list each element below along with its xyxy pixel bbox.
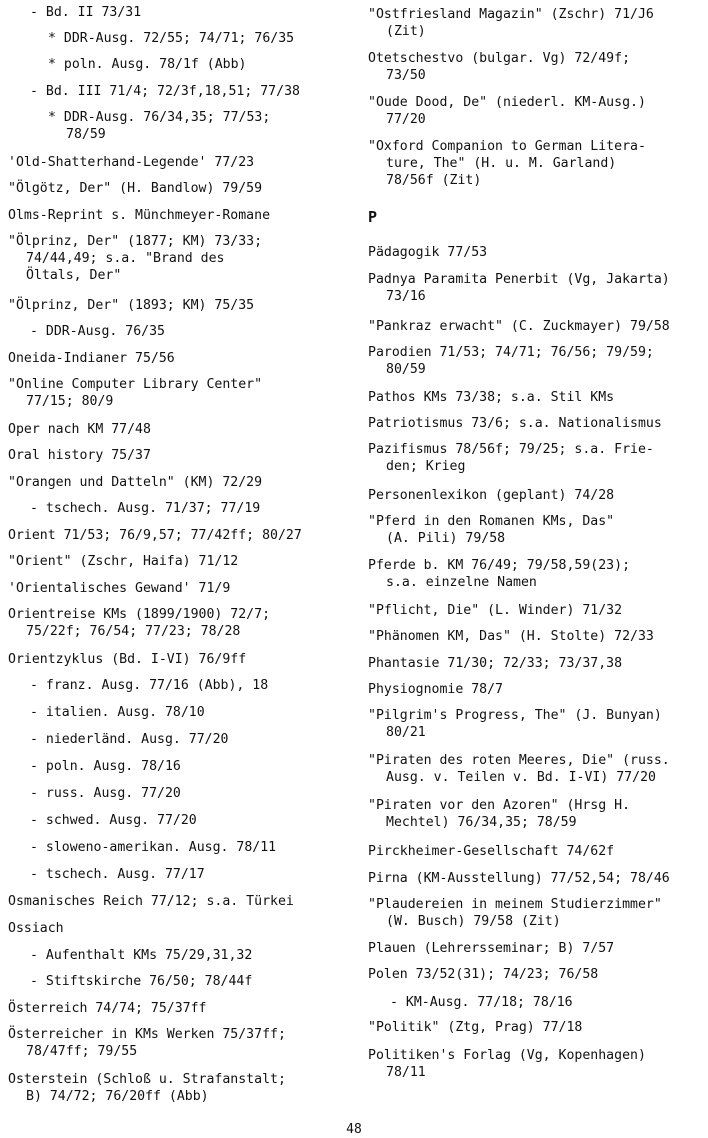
index-entry	[368, 50, 630, 84]
index-entry-line: * poln. Ausg. 78/1f (Abb)	[48, 57, 247, 72]
index-entry	[368, 557, 630, 591]
index-entry-line: 80/59	[386, 362, 426, 377]
index-entry	[8, 606, 270, 640]
index-entry	[8, 731, 229, 748]
index-entry-line: "Oxford Companion to German Litera-	[368, 139, 646, 154]
index-entry	[8, 651, 246, 668]
index-entry	[8, 447, 151, 464]
index-entry-line: Ausg. v. Teilen v. Bd. I-VI) 77/20	[386, 770, 656, 785]
index-entry-line: "Pferd in den Romanen KMs, Das"	[368, 514, 615, 529]
index-entry	[368, 797, 630, 831]
index-entry	[8, 947, 252, 964]
index-entry-line: den; Krieg	[386, 459, 466, 474]
index-entry-line: "Online Computer Library Center"	[8, 377, 263, 392]
index-entry	[368, 752, 670, 786]
index-entry-line: 75/22f; 76/54; 77/23; 78/28	[26, 624, 241, 639]
index-entry-line: "Piraten vor den Azoren" (Hrsg H.	[368, 798, 631, 813]
index-entry-line: "Pilgrim's Progress, The" (J. Bunyan)	[368, 708, 662, 723]
index-entry	[368, 513, 614, 547]
index-entry-line: Oneida-Indianer 75/56	[8, 351, 175, 366]
index-entry-line: Pazifismus 78/56f; 79/25; s.a. Frie-	[368, 442, 654, 457]
index-entry-line: Pirckheimer-Gesellschaft 74/62f	[368, 844, 615, 859]
index-entry-line: "Ölgötz, Der" (H. Bandlow) 79/59	[8, 181, 263, 196]
index-entry	[8, 83, 300, 100]
index-entry	[8, 56, 247, 73]
index-entry-line: - niederländ. Ausg. 77/20	[30, 732, 229, 747]
index-entry	[368, 1047, 646, 1081]
index-entry	[8, 154, 254, 171]
index-entry	[368, 6, 654, 40]
index-entry-line: 78/47ff; 79/55	[26, 1044, 138, 1059]
index-entry	[8, 920, 64, 937]
index-entry	[368, 318, 670, 335]
index-entry-line: - KM-Ausg. 77/18; 78/16	[390, 995, 573, 1010]
index-entry-line: - Stiftskirche 76/50; 78/44f	[30, 974, 253, 989]
index-entry-line: "Ölprinz, Der" (1877; KM) 73/33;	[8, 234, 263, 249]
index-entry	[8, 4, 141, 21]
index-entry-line: - tschech. Ausg. 71/37; 77/19	[30, 501, 261, 516]
index-entry	[8, 973, 252, 990]
index-entry	[368, 896, 662, 930]
index-entry	[368, 940, 614, 957]
index-entry	[368, 244, 487, 261]
index-entry	[368, 1019, 582, 1036]
index-entry-line: Öltals, Der"	[26, 268, 122, 283]
index-entry-line: Ossiach	[8, 921, 64, 936]
index-entry-line: ture, The" (H. u. M. Garland)	[386, 156, 617, 171]
index-entry-line: Oper nach KM 77/48	[8, 422, 151, 437]
index-entry-line: 77/15; 80/9	[26, 394, 114, 409]
index-entry-line: 73/50	[386, 68, 426, 83]
index-entry	[8, 376, 262, 410]
index-entry-line: - poln. Ausg. 78/16	[30, 759, 181, 774]
index-entry	[368, 415, 662, 432]
index-entry-line: 78/11	[386, 1065, 426, 1080]
index-entry	[8, 677, 268, 694]
index-entry	[8, 758, 181, 775]
index-entry	[368, 994, 573, 1011]
index-entry	[8, 812, 197, 829]
index-entry-line: Osterstein (Schloß u. Strafanstalt;	[8, 1072, 286, 1087]
index-entry-line: - Bd. II 73/31	[30, 5, 142, 20]
index-entry	[8, 233, 262, 284]
index-entry	[368, 655, 622, 672]
index-entry-line: Pirna (KM-Ausstellung) 77/52,54; 78/46	[368, 871, 670, 886]
index-entry-line: 77/20	[386, 112, 426, 127]
index-entry	[8, 297, 254, 314]
index-entry-line: Osmanisches Reich 77/12; s.a. Türkei	[8, 894, 294, 909]
index-entry-line: Padnya Paramita Penerbit (Vg, Jakarta)	[368, 272, 670, 287]
index-entry-line: "Oude Dood, De" (niederl. KM-Ausg.)	[368, 95, 646, 110]
index-entry-line: Otetschestvo (bulgar. Vg) 72/49f;	[368, 51, 631, 66]
index-entry-line: Pathos KMs 73/38; s.a. Stil KMs	[368, 390, 615, 405]
index-entry-line: "Orient" (Zschr, Haifa) 71/12	[8, 554, 239, 569]
index-entry-line: * DDR-Ausg. 76/34,35; 77/53;	[48, 110, 271, 125]
index-entry	[8, 350, 175, 367]
index-entry	[368, 602, 622, 619]
index-entry	[368, 707, 662, 741]
index-entry-line: Oral history 75/37	[8, 448, 151, 463]
index-entry	[368, 843, 614, 860]
index-entry	[8, 553, 238, 570]
index-entry-line: - franz. Ausg. 77/16 (Abb), 18	[30, 678, 269, 693]
index-entry-line: Orient 71/53; 76/9,57; 77/42ff; 80/27	[8, 528, 302, 543]
index-entry-line: * DDR-Ausg. 72/55; 74/71; 76/35	[48, 31, 295, 46]
index-entry-line: - schwed. Ausg. 77/20	[30, 813, 197, 828]
index-entry	[8, 500, 260, 517]
index-entry-line: 80/21	[386, 725, 426, 740]
index-entry-line: "Pflicht, Die" (L. Winder) 71/32	[368, 603, 623, 618]
index-entry-line: Parodien 71/53; 74/71; 76/56; 79/59;	[368, 345, 654, 360]
index-entry	[368, 628, 654, 645]
index-entry	[8, 474, 262, 491]
index-entry	[8, 421, 151, 438]
index-entry-line: "Orangen und Datteln" (KM) 72/29	[8, 475, 263, 490]
index-entry-line: Polen 73/52(31); 74/23; 76/58	[368, 967, 599, 982]
index-entry	[368, 344, 654, 378]
index-entry	[368, 441, 654, 475]
index-entry	[368, 870, 670, 887]
index-entry-line: 78/56f (Zit)	[386, 173, 482, 188]
index-entry-line: (A. Pili) 79/58	[386, 531, 506, 546]
index-entry-line: Pädagogik 77/53	[368, 245, 488, 260]
index-entry-line: - Aufenthalt KMs 75/29,31,32	[30, 948, 253, 963]
index-entry	[8, 323, 165, 340]
index-entry-line: (Zit)	[386, 24, 426, 39]
index-entry-line: 'Orientalisches Gewand' 71/9	[8, 581, 231, 596]
index-entry-line: "Pankraz erwacht" (C. Zuckmayer) 79/58	[368, 319, 670, 334]
index-entry-line: "Piraten des roten Meeres, Die" (russ.	[368, 753, 670, 768]
index-entry	[8, 704, 205, 721]
index-entry	[8, 839, 276, 856]
index-entry-line: Physiognomie 78/7	[368, 682, 503, 697]
index-entry	[8, 109, 270, 143]
index-entry-line: Plauen (Lehrersseminar; B) 7/57	[368, 941, 615, 956]
index-entry	[8, 1000, 207, 1017]
index-entry-line: "Politik" (Ztg, Prag) 77/18	[368, 1020, 583, 1035]
index-entry-line: 74/44,49; s.a. "Brand des	[26, 251, 225, 266]
index-entry-line: "Ostfriesland Magazin" (Zschr) 71/J6	[368, 7, 654, 22]
index-entry-line: Politiken's Forlag (Vg, Kopenhagen)	[368, 1048, 646, 1063]
index-entry	[8, 30, 294, 47]
index-entry	[8, 785, 181, 802]
index-entry	[8, 527, 302, 544]
index-entry-line: 'Old-Shatterhand-Legende' 77/23	[8, 155, 255, 170]
section-letter: P	[368, 208, 378, 226]
index-entry	[8, 866, 205, 883]
index-entry-line: - tschech. Ausg. 77/17	[30, 867, 205, 882]
index-entry-line: B) 74/72; 76/20ff (Abb)	[26, 1089, 209, 1104]
page-number: 48	[346, 1122, 362, 1137]
index-entry-line: Mechtel) 76/34,35; 78/59	[386, 815, 577, 830]
index-entry	[8, 580, 230, 597]
index-entry-line: Orientreise KMs (1899/1900) 72/7;	[8, 607, 271, 622]
index-entry	[8, 180, 262, 197]
index-entry-line: (W. Busch) 79/58 (Zit)	[386, 914, 561, 929]
index-entry-line: - italien. Ausg. 78/10	[30, 705, 205, 720]
index-entry-line: "Phänomen KM, Das" (H. Stolte) 72/33	[368, 629, 654, 644]
index-entry-line: 78/59	[66, 127, 106, 142]
index-entry	[8, 1026, 286, 1060]
index-entry-line: Orientzyklus (Bd. I-VI) 76/9ff	[8, 652, 247, 667]
index-entry-line: "Plaudereien in meinem Studierzimmer"	[368, 897, 662, 912]
index-entry-line: Österreich 74/74; 75/37ff	[8, 1001, 207, 1016]
index-entry-line: Personenlexikon (geplant) 74/28	[368, 488, 615, 503]
index-entry-line: Österreicher in KMs Werken 75/37ff;	[8, 1027, 286, 1042]
index-entry	[368, 389, 614, 406]
index-entry-line: - DDR-Ausg. 76/35	[30, 324, 165, 339]
index-entry	[368, 94, 646, 128]
index-entry	[368, 681, 503, 698]
index-entry	[368, 138, 646, 189]
index-entry-line: Patriotismus 73/6; s.a. Nationalismus	[368, 416, 662, 431]
index-entry-line: "Ölprinz, Der" (1893; KM) 75/35	[8, 298, 255, 313]
index-entry-line: Pferde b. KM 76/49; 79/58,59(23);	[368, 558, 631, 573]
index-entry	[8, 893, 294, 910]
index-entry-line: - Bd. III 71/4; 72/3f,18,51; 77/38	[30, 84, 300, 99]
index-entry	[8, 207, 270, 224]
index-entry-line: Phantasie 71/30; 72/33; 73/37,38	[368, 656, 623, 671]
index-entry-line: Olms-Reprint s. Münchmeyer-Romane	[8, 208, 271, 223]
index-entry-line: - russ. Ausg. 77/20	[30, 786, 181, 801]
index-entry	[8, 1071, 286, 1105]
index-entry	[368, 487, 614, 504]
index-entry	[368, 271, 670, 305]
index-entry-line: s.a. einzelne Namen	[386, 575, 537, 590]
index-entry-line: - sloweno-amerikan. Ausg. 78/11	[30, 840, 277, 855]
index-entry	[368, 966, 598, 983]
index-entry-line: 73/16	[386, 289, 426, 304]
